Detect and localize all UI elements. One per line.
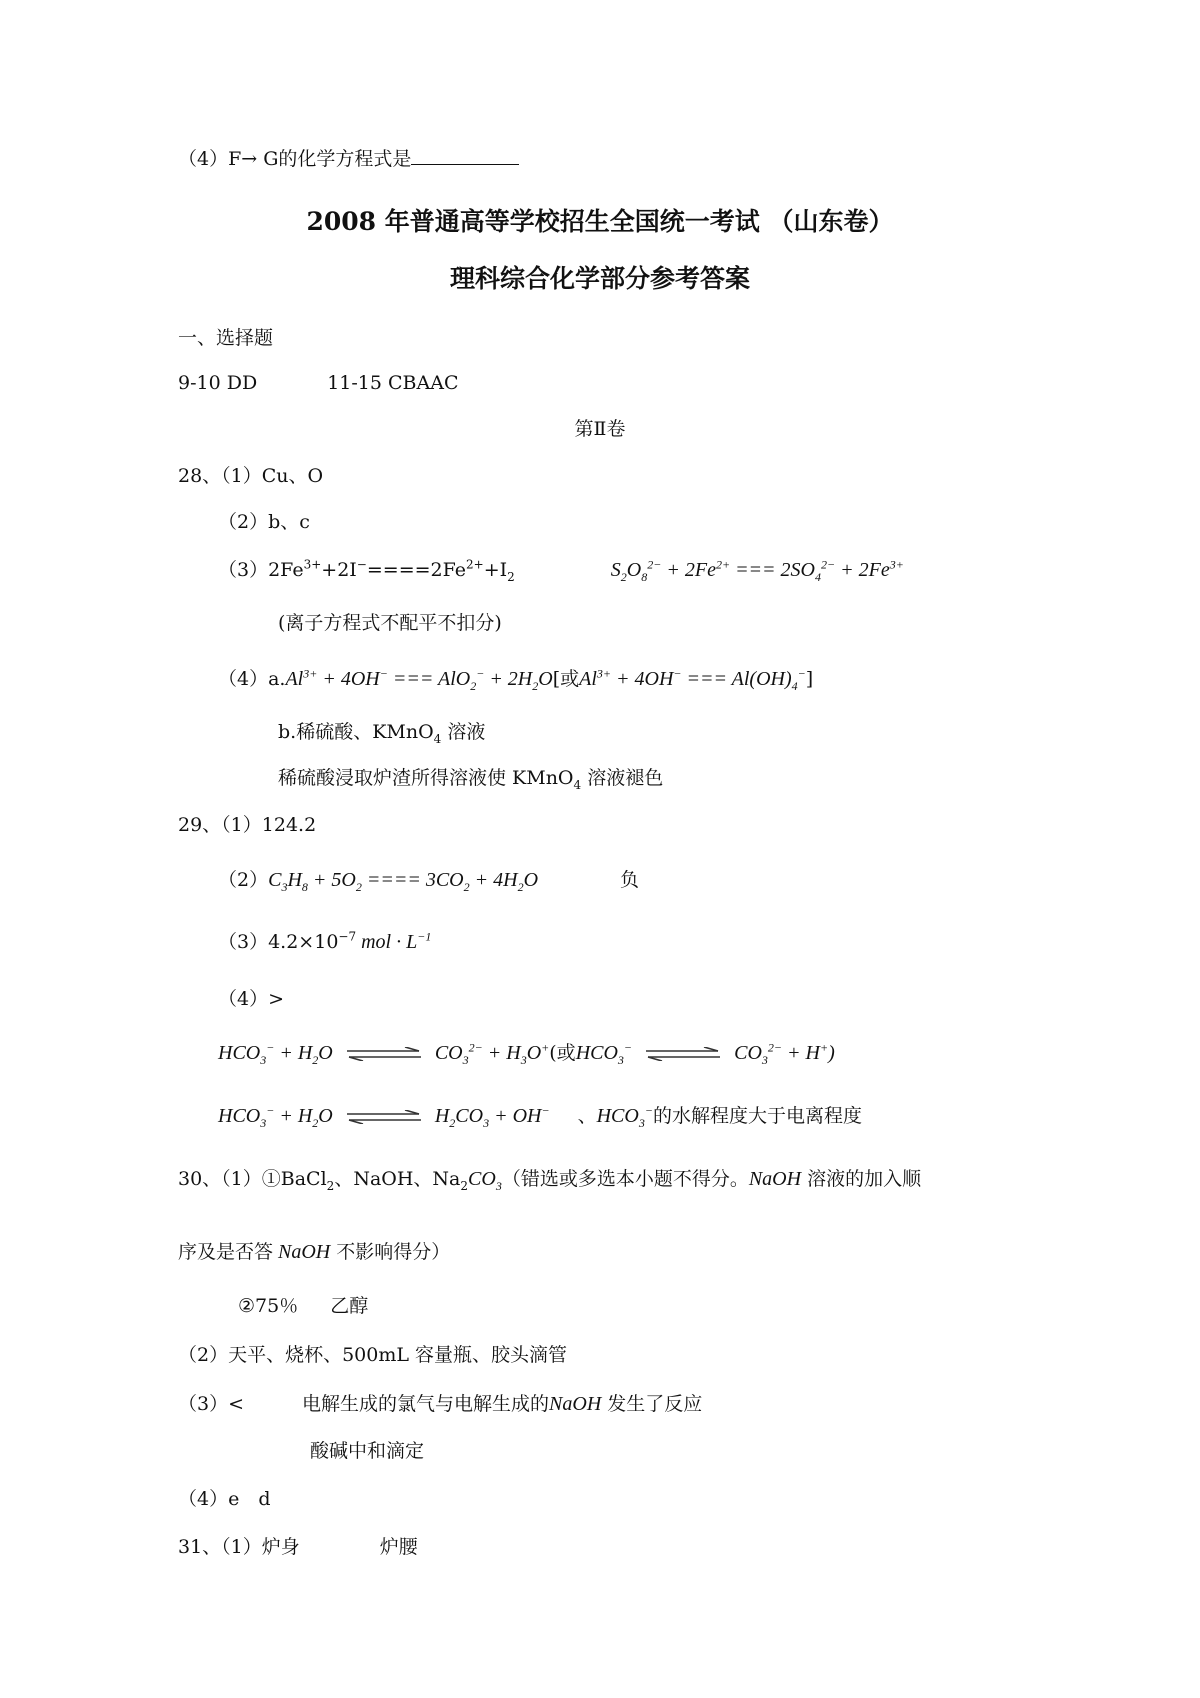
choice-answer-11-15: 11-15 CBAAC [327,372,459,394]
unit-mol-per-l: mol · $L^{-1}$ [356,929,432,953]
q29-part3: $(3)4.2\times 10^{-7}$ mol · $L^{-1}$ [218,929,432,953]
equilibrium-arrow-icon [345,1047,423,1061]
ionic-equation-s2o8: $S_2O_8^{2-} + 2Fe^{2+}$ === $2SO_4^{2-} + 2Fe^{3+}$ [610,557,904,584]
section-heading-choice: 一、选择题 [178,327,274,349]
q30-note2: 溶液的加入顺 [801,1168,922,1190]
q30-part4: （4）e d [178,1488,271,1510]
q30-part1-label: 30、（1）① [178,1168,281,1190]
equation-al-oh4: $Al^{3+} + 4OH^-$ === $Al(OH)_4^-$ [579,666,806,693]
equation-al-oh-alo2: $Al^{3+} + 4OH^-$ === $AlO_2^- + 2H_2O$ [285,666,553,693]
q30-note: （错选或多选本小题不得分。 [501,1168,749,1190]
answer-blank [411,148,519,165]
q29-part3-label: （3）4.2×10 [218,931,339,953]
q29-part4: （4）> [218,988,285,1010]
q28-part4-label: （4）a. [218,668,286,690]
q30-part3-text: 电解生成的氯气与电解生成的 [302,1393,550,1415]
q30-part3 [178,1392,702,1416]
q28-part3-label: （3） [218,559,269,581]
eq-right: $H_2CO_3 + OH^-$ [434,1103,550,1130]
eq-right: $CO_3^{2-} + H_3O^+$ [434,1040,550,1067]
naoh: NaOH [549,1393,602,1415]
q28-part4c-end: 溶液褪色 [581,767,664,789]
q30-part1b-extra: 乙醇 [330,1295,369,1317]
prev-q-prefix: （4）F [178,148,242,170]
naoh: NaOH [748,1168,802,1190]
previous-question-line [178,148,519,171]
hco3-ion: $HCO_3^-$ [596,1103,653,1130]
q28-part4c-text: 稀硫酸浸取炉渣所得溶液使 KMnO [278,767,574,789]
q29-part2 [218,868,639,892]
q30-part3b: 酸碱中和滴定 [310,1440,425,1462]
q29-part2-label: （2） [218,869,269,891]
equation-propane-combustion: $C_3H_8 + 5O_2$ ==== $3CO_2 + 4H_2O$ [268,869,539,894]
prev-q-suffix: G的化学方程式是 [257,148,412,170]
q28-part4b-end: 溶液 [441,721,486,743]
q30-part1 [178,1167,921,1191]
q28-part2: （2）b、c [218,511,310,533]
q30-cont-text2: 不影响得分） [330,1241,451,1263]
q28-part4b [278,721,485,744]
q30-part3-text2: 发生了反应 [601,1393,703,1415]
q30-part3-label: （3）< [178,1393,245,1415]
q28-part1: 28、（1）Cu、O [178,465,324,487]
choice-answer-9-10: 9-10 DD [178,372,258,394]
q28-part3 [218,558,904,582]
conclusion-text: 的水解程度大于电离程度 [652,1105,862,1127]
equation-hco3-ionization [218,1041,835,1065]
eq-left: $HCO_3^- + H_2O$ [218,1103,333,1130]
equilibrium-arrow-icon [644,1047,722,1061]
subscript: 4 [573,777,582,792]
q31-part1-text: 31、（1）炉身 [178,1536,300,1558]
reagent-list: BaCl$_2$、NaOH、$Na_2CO_3$ [280,1168,502,1193]
q31-part1 [178,1536,418,1559]
part2-heading: 第Ⅱ卷 [574,418,626,440]
subscript: 4 [433,731,442,746]
separator: 、 [577,1105,597,1127]
q30-part1b [238,1295,368,1318]
q28-part4b-text: b.稀硫酸、KMnO [278,721,434,743]
q28-part3-note: (离子方程式不配平不扣分) [278,612,502,634]
q30-part1-cont [178,1240,450,1264]
eq-left: $HCO_3^- + H_2O$ [218,1040,333,1067]
equilibrium-arrow-icon [345,1110,423,1124]
naoh: NaOH [273,1241,331,1263]
eq-right-alt: $CO_3^{2-} + H^+$) [734,1040,835,1067]
or-bracket-open: [或 [552,668,580,690]
q31-part1-extra: 炉腰 [379,1536,418,1558]
q29-part1: 29、（1）124.2 [178,814,317,836]
document-title: 2008 年普通高等学校招生全国统一考试 （山东卷） [306,207,894,236]
q28-part4a [218,667,813,691]
eq-left-alt: $HCO_3^-$ [575,1040,633,1067]
q30-cont-text: 序及是否答 [178,1241,274,1263]
q29-part2-answer: 负 [620,869,640,891]
ionic-equation-fe-i: $2Fe^{3+}+2I^-====2Fe^{2+}+I_2$ [268,557,515,584]
q30-part1b-text: ②75％ [238,1295,299,1317]
equation-hco3-hydrolysis [218,1104,862,1128]
document-subtitle: 理科综合化学部分参考答案 [449,264,750,293]
or-text: (或 [549,1042,576,1064]
arrow-symbol: → [241,148,258,170]
q28-part4c [278,767,663,790]
choice-answers [178,372,459,395]
q30-part2: （2）天平、烧杯、500mL 容量瓶、胶头滴管 [178,1344,568,1366]
bracket-close: ] [805,668,814,690]
